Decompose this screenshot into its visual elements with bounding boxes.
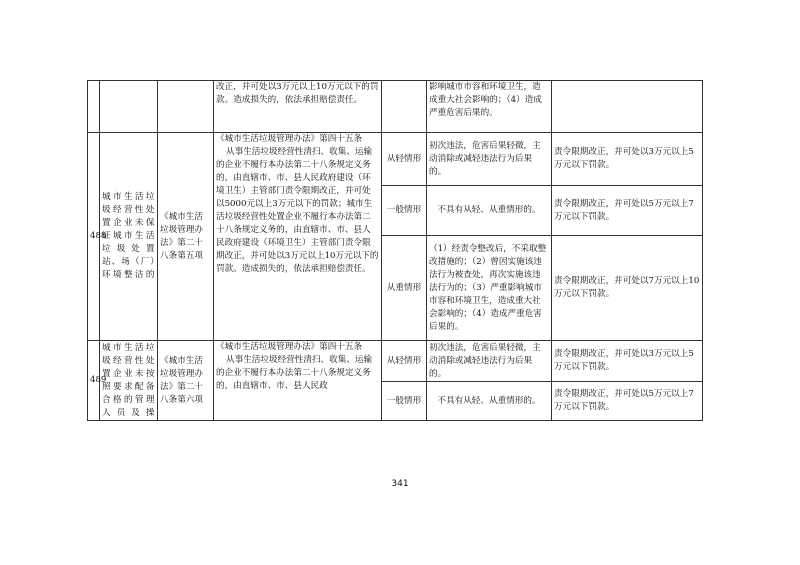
penalty-basis-title: 《城市生活垃圾管理办法》第四十五条 xyxy=(216,342,363,352)
penalty-basis-title: 《城市生活垃圾管理办法》第四十五条 xyxy=(216,134,363,144)
violation-cell xyxy=(100,81,158,133)
circumstance-cell: 影响城市市容和环境卫生，造成重大社会影响的；（4）造成严重危害后果的。 xyxy=(427,81,552,133)
circumstance: （1）经责令整改后，不采取整改措施的；（2）曾因实施该违法行为被查处，再次实施该违法行为的；（3）严重影响城市市容和环境卫生，造成重大社会影响的；（4）造成严重危害后果的。 xyxy=(427,236,552,341)
penalty-table xyxy=(87,80,703,421)
penalty-standard: 责令限期改正，并可处以5万元以上7万元以下罚款。 xyxy=(552,382,703,421)
penalty-basis xyxy=(214,341,382,421)
penalty-basis-text: 从事生活垃圾经营性清扫、收集、运输的企业不履行本办法第二十八条规定义务的，由直辖市、市、县人民政府建设（环境卫生）主管部门责令限期改正，并可处以5000元以上3万元以下的罚款；城市生活垃圾经营性处置企业不履行本办法第二十八条规定义务的，由直辖市、市、县人民政府建设（环境卫生）主管部门责令限期改正，并可处以3万元以上10万元以下的罚款。造成损失的，依法承担赔偿责任。 xyxy=(216,147,379,274)
penalty-standard: 责令限期改正，并可处以3万元以上5万元以下罚款。 xyxy=(552,133,703,186)
penalty-standard: 责令限期改正，并可处以7万元以上10万元以下罚款。 xyxy=(552,236,703,341)
row-number: 489 xyxy=(88,341,100,421)
table-row xyxy=(88,81,703,133)
discretion-level: 从轻情形 xyxy=(382,133,427,186)
discretion-level: 一般情形 xyxy=(382,186,427,236)
table-row xyxy=(88,133,703,186)
discretion-level: 从重情形 xyxy=(382,236,427,341)
penalty-standard: 责令限期改正，并可处以3万元以上5万元以下罚款。 xyxy=(552,341,703,382)
penalty-basis-text: 从事生活垃圾经营性清扫、收集、运输的企业不履行本办法第二十八条规定义务的，由直辖市、市、县人民政 xyxy=(216,355,373,391)
circumstance: 不具有从轻、从重情形的。 xyxy=(427,186,552,236)
penalty-standard: 责令限期改正，并可处以5万元以上7万元以下罚款。 xyxy=(552,186,703,236)
circumstance: 初次违法，危害后果轻微，主动消除或减轻违法行为后果的。 xyxy=(427,133,552,186)
penalty-standard-cell xyxy=(552,81,703,133)
circumstance: 不具有从轻、从重情形的。 xyxy=(427,382,552,421)
violation-description: 城市生活垃圾经营性处置企业未保证城市生活垃圾处置站、场（厂）环境整洁的 xyxy=(100,133,158,341)
circumstance: 初次违法，危害后果轻微，主动消除或减轻违法行为后果的。 xyxy=(427,341,552,382)
legal-basis-cell xyxy=(158,81,214,133)
penalty-basis-cell: 改正，并可处以3万元以上10万元以下的罚款。造成损失的，依法承担赔偿责任。 xyxy=(214,81,382,133)
legal-basis: 《城市生活垃圾管理办法》第二十八条第五项 xyxy=(158,133,214,341)
penalty-basis xyxy=(214,133,382,341)
discretion-level: 一般情形 xyxy=(382,382,427,421)
legal-basis: 《城市生活垃圾管理办法》第二十八条第六项 xyxy=(158,341,214,421)
row-number-cell xyxy=(88,81,100,133)
row-number: 488 xyxy=(88,133,100,341)
violation-description: 城市生活垃圾经营性处置企业未按照要求配备合格的管理人员及操 xyxy=(100,341,158,421)
discretion-level: 从轻情形 xyxy=(382,341,427,382)
page-number: 341 xyxy=(391,479,409,489)
table-row xyxy=(88,341,703,382)
discretion-level-cell xyxy=(382,81,427,133)
